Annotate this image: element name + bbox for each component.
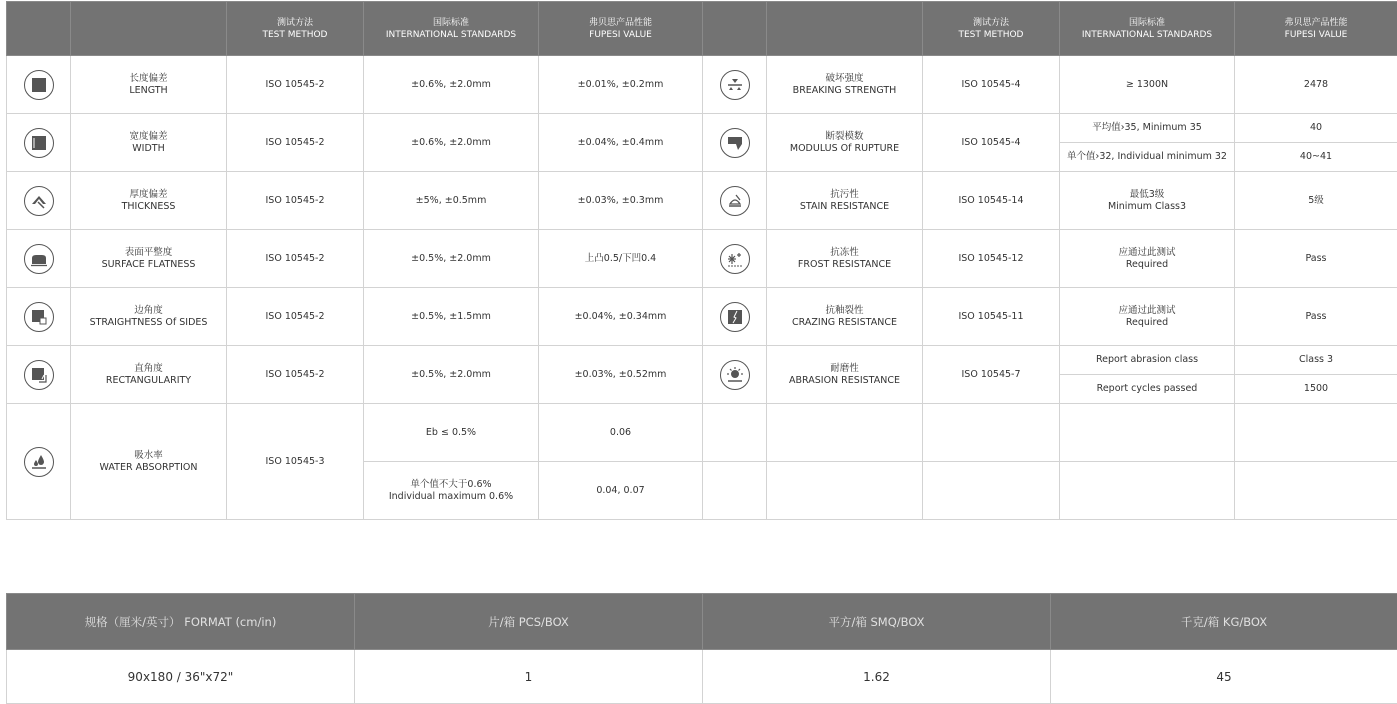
- icon-cell: [7, 346, 71, 404]
- water-drop-icon: [24, 447, 54, 477]
- test-method: ISO 10545-12: [923, 230, 1060, 288]
- test-method: ISO 10545-2: [227, 288, 364, 346]
- kg-box-header: 千克/箱 KG/BOX: [1051, 594, 1397, 650]
- fupesi-value: ±0.01%, ±0.2mm: [539, 56, 703, 114]
- empty-cell: [1060, 462, 1235, 520]
- smq-box-header: 平方/箱 SMQ/BOX: [703, 594, 1051, 650]
- header-empty-name: [71, 2, 227, 56]
- header-test-method: 测试方法 TEST METHOD: [227, 2, 364, 56]
- fupesi-value: Pass: [1235, 230, 1397, 288]
- fupesi-value: ±0.04%, ±0.34mm: [539, 288, 703, 346]
- spec-row: [7, 346, 1397, 375]
- rupture-icon: [720, 128, 750, 158]
- empty-cell: [923, 462, 1060, 520]
- fupesi-value: 2478: [1235, 56, 1397, 114]
- fupesi-value: 1500: [1235, 375, 1397, 404]
- property-name: 断裂模数 MODULUS Of RUPTURE: [767, 114, 923, 172]
- header-fupesi-value: 弗贝思产品性能 FUPESI VALUE: [539, 2, 703, 56]
- fupesi-value: 0.06: [539, 404, 703, 462]
- test-method: ISO 10545-2: [227, 114, 364, 172]
- header-empty-icon: [7, 2, 71, 56]
- pcs-box-value: 1: [355, 650, 703, 704]
- intl-standard: Report abrasion class: [1060, 346, 1235, 375]
- test-method: ISO 10545-2: [227, 172, 364, 230]
- format-value-row: [7, 650, 1397, 704]
- empty-cell: [767, 462, 923, 520]
- intl-standard: ±5%, ±0.5mm: [364, 172, 539, 230]
- empty-cell: [1060, 404, 1235, 462]
- empty-cell: [1235, 462, 1397, 520]
- abrasion-icon: [720, 360, 750, 390]
- header-empty-name: [767, 2, 923, 56]
- property-name: 吸水率 WATER ABSORPTION: [71, 404, 227, 520]
- icon-cell: [7, 56, 71, 114]
- fupesi-value: ±0.03%, ±0.3mm: [539, 172, 703, 230]
- intl-standard: Report cycles passed: [1060, 375, 1235, 404]
- property-name: 长度偏差 LENGTH: [71, 56, 227, 114]
- empty-cell: [923, 404, 1060, 462]
- icon-cell: [703, 56, 767, 114]
- spec-row: [7, 404, 1397, 462]
- empty-cell: [703, 462, 767, 520]
- intl-standard: 应通过此测试 Required: [1060, 288, 1235, 346]
- format-header: 规格（厘米/英寸） FORMAT (cm/in): [7, 594, 355, 650]
- spec-header-row: [7, 2, 1397, 56]
- header-fupesi-value: 弗贝思产品性能 FUPESI VALUE: [1235, 2, 1397, 56]
- test-method: ISO 10545-3: [227, 404, 364, 520]
- intl-standard: ±0.6%, ±2.0mm: [364, 114, 539, 172]
- property-name: 破坏强度 BREAKING STRENGTH: [767, 56, 923, 114]
- square-width-icon: [24, 128, 54, 158]
- property-name: 抗釉裂性 CRAZING RESISTANCE: [767, 288, 923, 346]
- fupesi-value: 0.04, 0.07: [539, 462, 703, 520]
- property-name: 边角度 STRAIGHTNESS Of SIDES: [71, 288, 227, 346]
- intl-standard: Eb ≤ 0.5%: [364, 404, 539, 462]
- header-test-method: 测试方法 TEST METHOD: [923, 2, 1060, 56]
- property-name: 抗冻性 FROST RESISTANCE: [767, 230, 923, 288]
- property-name: 厚度偏差 THICKNESS: [71, 172, 227, 230]
- fupesi-value: Class 3: [1235, 346, 1397, 375]
- intl-standard: ±0.5%, ±2.0mm: [364, 230, 539, 288]
- intl-standard: 单个值不大于0.6% Individual maximum 0.6%: [364, 462, 539, 520]
- spec-row: [7, 288, 1397, 346]
- intl-standard: 最低3级 Minimum Class3: [1060, 172, 1235, 230]
- test-method: ISO 10545-11: [923, 288, 1060, 346]
- format-header-row: [7, 594, 1397, 650]
- test-method: ISO 10545-7: [923, 346, 1060, 404]
- fupesi-value: ±0.03%, ±0.52mm: [539, 346, 703, 404]
- rectangularity-icon: [24, 360, 54, 390]
- icon-cell: [703, 288, 767, 346]
- intl-standard: ±0.5%, ±1.5mm: [364, 288, 539, 346]
- intl-standard: ≥ 1300N: [1060, 56, 1235, 114]
- intl-standard: ±0.5%, ±2.0mm: [364, 346, 539, 404]
- icon-cell: [7, 114, 71, 172]
- test-method: ISO 10545-4: [923, 56, 1060, 114]
- fupesi-value: 上凸0.5/下凹0.4: [539, 230, 703, 288]
- straightness-icon: [24, 302, 54, 332]
- header-intl-standards: 国际标准 INTERNATIONAL STANDARDS: [1060, 2, 1235, 56]
- property-name: 耐磨性 ABRASION RESISTANCE: [767, 346, 923, 404]
- empty-cell: [767, 404, 923, 462]
- fupesi-value: Pass: [1235, 288, 1397, 346]
- specification-table: [6, 1, 1397, 520]
- header-intl-standards: 国际标准 INTERNATIONAL STANDARDS: [364, 2, 539, 56]
- spec-row: [7, 114, 1397, 143]
- property-name: 抗污性 STAIN RESISTANCE: [767, 172, 923, 230]
- icon-cell: [7, 404, 71, 520]
- fupesi-value: ±0.04%, ±0.4mm: [539, 114, 703, 172]
- fupesi-value: 40~41: [1235, 143, 1397, 172]
- icon-cell: [7, 172, 71, 230]
- kg-box-value: 45: [1051, 650, 1397, 704]
- smq-box-value: 1.62: [703, 650, 1051, 704]
- breaking-strength-icon: [720, 70, 750, 100]
- icon-cell: [7, 230, 71, 288]
- intl-standard: 应通过此测试 Required: [1060, 230, 1235, 288]
- test-method: ISO 10545-4: [923, 114, 1060, 172]
- test-method: ISO 10545-14: [923, 172, 1060, 230]
- flatness-icon: [24, 244, 54, 274]
- intl-standard: 单个值›32, Individual minimum 32: [1060, 143, 1235, 172]
- test-method: ISO 10545-2: [227, 56, 364, 114]
- property-name: 表面平整度 SURFACE FLATNESS: [71, 230, 227, 288]
- empty-cell: [703, 404, 767, 462]
- property-name: 宽度偏差 WIDTH: [71, 114, 227, 172]
- icon-cell: [703, 172, 767, 230]
- intl-standard: ±0.6%, ±2.0mm: [364, 56, 539, 114]
- spec-row: [7, 56, 1397, 114]
- snowflake-icon: [720, 244, 750, 274]
- format-table: [6, 593, 1397, 704]
- fupesi-value: 40: [1235, 114, 1397, 143]
- spec-row: [7, 172, 1397, 230]
- square-length-icon: [24, 70, 54, 100]
- property-name: 直角度 RECTANGULARITY: [71, 346, 227, 404]
- icon-cell: [703, 114, 767, 172]
- test-method: ISO 10545-2: [227, 230, 364, 288]
- format-value: 90x180 / 36"x72": [7, 650, 355, 704]
- spec-row: [7, 230, 1397, 288]
- icon-cell: [7, 288, 71, 346]
- test-method: ISO 10545-2: [227, 346, 364, 404]
- stain-icon: [720, 186, 750, 216]
- crazing-icon: [720, 302, 750, 332]
- fupesi-value: 5级: [1235, 172, 1397, 230]
- empty-cell: [1235, 404, 1397, 462]
- header-empty-icon: [703, 2, 767, 56]
- pcs-box-header: 片/箱 PCS/BOX: [355, 594, 703, 650]
- icon-cell: [703, 346, 767, 404]
- thickness-icon: [24, 186, 54, 216]
- icon-cell: [703, 230, 767, 288]
- intl-standard: 平均值›35, Minimum 35: [1060, 114, 1235, 143]
